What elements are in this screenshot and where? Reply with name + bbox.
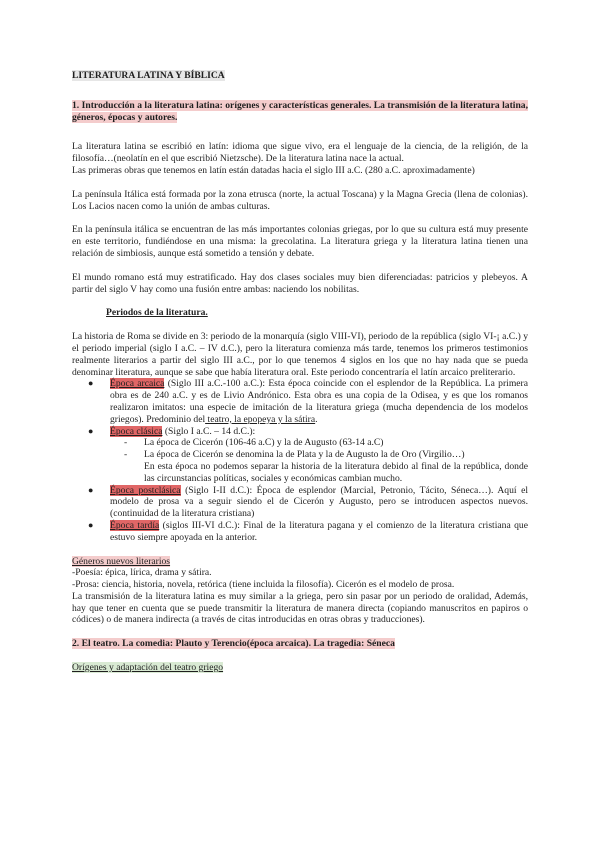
section-1-heading-text: 1. Introducción a la literatura latina: orígenes y características generales. La transmisión de la literatura latina, géneros, épocas y autores. <box>72 99 528 123</box>
paragraph-italic-peninsula: La península Itálica está formada por la zona etrusca (norte, la actual Toscana) y la Magna Grecia (llena de colonias). Los Lacios nacen como la unión de ambas culturas. <box>72 188 528 212</box>
epoch-item-clasica <box>72 426 528 485</box>
section-2-heading-text: 2. El teatro. La comedia: Plauto y Terencio(época arcaica). La tragedia: Séneca <box>72 638 395 650</box>
epoch-subtext: En esta época no podemos separar la historia de la literatura debido al final de la república, donde las circunstancias políticas, sociales y económicas cambian mucho. <box>144 460 528 484</box>
genre-poetry: -Poesía: épica, lírica, drama y sátira. <box>72 567 212 579</box>
document-title-text: LITERATURA LATINA Y BÍBLICA <box>72 70 225 81</box>
bullet-icon: ● <box>88 378 94 389</box>
paragraph-first-works: Las primeras obras que tenemos en latín están datadas hacia el siglo III a.C. (280 a.C. aproximadamente) <box>72 164 475 176</box>
paragraph-transmission: La transmisión de la literatura latina es muy similar a la griega, pero sin pasar por un periodo de oralidad, Además, hay que tener en cuenta que se puede transmitir la literatura de manera directa (copiando manuscritos en papiros o códices) o de manera indirecta (a través de citas introducidas en otras obras y traducciones). <box>72 590 528 626</box>
epoch-text: (siglos III-VI d.C.): Final de la literatura pagana y el comienzo de la literatura cristiana que estuvo siempre apoyada en la anterior. <box>110 519 528 543</box>
section-2-heading <box>72 638 528 650</box>
dash-icon: - <box>124 437 128 449</box>
epoch-item-postclasica <box>72 485 528 520</box>
epoch-label: Época clásica <box>110 425 163 437</box>
epoch-text: (Siglo III a.C.-100 a.C.): Esta época coincide con el esplendor de la República. La primera obra es de 240 a.C. y es de Livio Andrónico. Esta obra es una copia de la Odisea, y es que los romanos realizaron imitatos: una especie de imitación de la literatura griega (mucha dependencia de los modelos griegos). Predominio del <box>110 378 528 425</box>
periods-heading-text: Periodos de la literatura. <box>106 307 208 319</box>
epoch-sublist <box>110 437 528 461</box>
sub-item <box>110 449 528 461</box>
paragraph-latin-language: La literatura latina se escribió en latín: idioma que sigue vivo, era el lenguaje de la ciencia, de la religión, de la filosofía…(neolatín en el que escribió Nietzsche). De la literatura latina nace la actual. <box>72 141 528 165</box>
bullet-icon: ● <box>88 519 94 530</box>
epoch-tail: . <box>315 413 318 425</box>
paragraph-greek-colonies: En la península itálica se encuentran de las más importantes colonias griegas, por lo que su cultura está muy presente en este territorio, fundiéndose en una misma: la grecolatina. La literatura griega y la literatura latina tienen una relación de simbiosis, aunque está sometido a tensión y debate. <box>72 224 528 259</box>
epoch-label: Época tardía <box>110 519 160 531</box>
paragraph-periods-intro: La historia de Roma se divide en 3: periodo de la monarquía (siglo VIII-VI), periodo de la república (siglo VI-¡ a.C.) y el periodo imperial (siglo I a.C. – IV d.C.), pero la literatura comienza más tarde, tenemos los primeros testimonios realmente literarios a partir del siglo III a.C., por lo que tenemos 4 siglos en los que no hay nada que se pueda denominar literatura, aunque se sabe que había literatura oral. Este periodo concentraría el latín arcaico preliterario. <box>72 331 528 378</box>
epoch-item-arcaica <box>72 378 528 425</box>
epoch-label: Época arcaica <box>110 378 165 390</box>
dash-icon: - <box>124 449 128 461</box>
genre-prose: -Prosa: ciencia, historia, novela, retórica (tiene incluida la filosofía). Cicerón es el modelo de prosa. <box>72 579 455 591</box>
epochs-list <box>72 378 528 543</box>
epoch-underlined-text: teatro, la epopeya y la sátira <box>205 413 316 425</box>
periods-heading <box>72 307 528 319</box>
paragraph-roman-society: El mundo romano está muy estratificado. Hay dos clases sociales muy bien diferenciadas: patricios y plebeyos. A partir del siglo V hay como una fusión entre ambas: naciendo los nobilitas. <box>72 271 528 295</box>
epoch-label: Época postclásica <box>110 484 181 496</box>
epoch-item-tardia <box>72 520 528 544</box>
epoch-text: (Siglo I a.C. – 14 d.C.): <box>162 425 256 437</box>
epoch-text: (Siglo I-II d.C.): Época de esplendor (Marcial, Petronio, Tácito, Séneca…). Aquí el modelo de prosa va a seguir siendo el de Cicerón y Augusto, pero se introducen aspectos nuevos. (continuidad de la literatura cristiana) <box>110 484 528 520</box>
genres-heading <box>72 556 528 568</box>
sub-item <box>110 437 528 449</box>
sub-item-text: La época de Cicerón (106-46 a.C) y la de Augusto (63-14 a.C) <box>144 437 384 449</box>
section-2-subheading-text: Orígenes y adaptación del teatro griego <box>72 662 224 674</box>
genres-heading-text: Géneros nuevos literarios <box>72 555 171 567</box>
bullet-icon: ● <box>88 484 94 495</box>
section-1-heading <box>72 100 528 124</box>
section-2-subheading <box>72 662 528 674</box>
sub-item-text: La época de Cicerón se denomina la de Plata y la de Augusto la de Oro (Virgilio…) <box>144 449 465 461</box>
document-title <box>72 70 528 82</box>
bullet-icon: ● <box>88 425 94 436</box>
